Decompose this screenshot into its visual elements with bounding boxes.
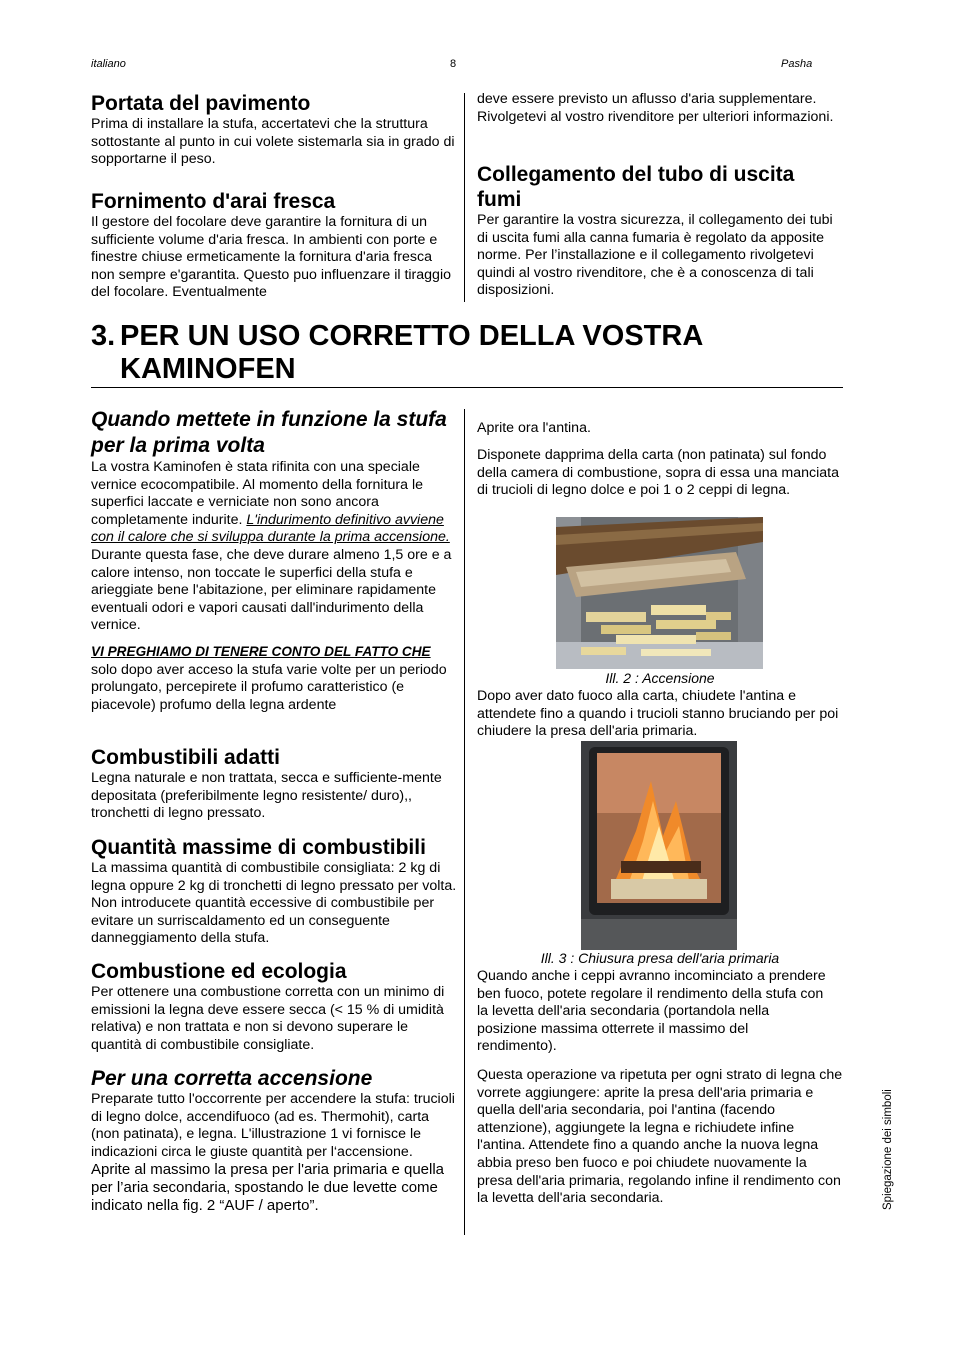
section-text: Il gestore del focolare deve garantire la fornitura di un sufficiente volume d'aria fresca. In ambienti con porte e finestre chiuse ermeticamente la fornitura d'aria fresca non sempre e'garantita. Questo puo influenzare il tiraggio del focolare. Eventualmente [91, 214, 451, 301]
section-collegamento [477, 162, 843, 300]
header-language: italiano [91, 58, 126, 70]
chapter-rule [91, 387, 843, 388]
section-prima-volta [91, 407, 457, 714]
caption-ill-2: Ill. 2 : Accensione [605, 670, 715, 686]
section-text: Preparate tutto l'occorrente per accendere la stufa: trucioli di legno dolce, accendifuoco (ad es. Thermohit), carta (non patinata), e legna. L'illustrazione 1 vi fornisce le indicazioni circa le giuste quantità per l‘accensione. [91, 1091, 455, 1160]
section-title: Combustibili adatti [91, 746, 280, 769]
section-quantita [91, 835, 457, 948]
section-fornimento [91, 189, 457, 302]
column-divider [464, 93, 465, 302]
chapter-title-line2: KAMINOFEN [120, 353, 296, 385]
section-title: Fornimento d'arai fresca [91, 190, 336, 213]
section-title: Quando mettete in funzione la stufa per la prima volta [91, 408, 447, 457]
section-text: Prima di installare la stufa, accertatevi che la struttura sottostante al punto in cui volete sistemarla sia in grado di sopportarne il peso. [91, 116, 455, 168]
section-text: La vostra Kaminofen è stata rifinita con una speciale vernice ecocompatibile. Al momento della fornitura le superfici laccate e verniciate non sono ancora completamente indurite. L'indurimento definitivo avviene con il calore che si sviluppa durante la prima accensione. Durante questa fase, che deve durare almeno 1,5 ore e a calore intenso, non toccate le superfici della stufa e arieggiate bene l'abitazione, per eliminare rapidamente eventuali odori e vapori causati dall'indurimento della vernice. [91, 459, 452, 634]
column-divider [464, 409, 465, 1235]
paragraph: Aprite ora l'antina. [477, 420, 591, 436]
paragraph: Quando anche i ceppi avranno incominciato a prendere ben fuoco, potete regolare il rendimento della stufa con la levetta dell'aria secondaria (portandola nella posizione massima otterrete il massimo del rendimento). [477, 968, 826, 1055]
section-portata [91, 91, 457, 169]
section-text: Legna naturale e non trattata, secca e sufficiente-mente depositata (preferibilmente legno resistente/ duro),, tronchetti di legno pressato. [91, 770, 442, 822]
notice-bold: VI PREGHIAMO DI TENERE CONTO DEL FATTO CHE [91, 643, 431, 659]
section-ecologia [91, 959, 457, 1054]
section-combustibili [91, 745, 457, 823]
paragraph: Disponete dapprima della carta (non patinata) sul fondo della camera di combustione, sopra di essa una manciata di trucioli di legno dolce e poi 1 o 2 ceppi di legna. [477, 447, 839, 499]
notice-text: VI PREGHIAMO DI TENERE CONTO DEL FATTO CHE solo dopo aver acceso la stufa varie volte per un periodo prolungato, percepirete il profumo caratteristico (e piacevole) profumo della legna ardente [91, 643, 447, 713]
paragraph: Dopo aver dato fuoco alla carta, chiudete l'antina e attendete fino a quando i trucioli stanno bruciando per poi chiudere la presa dell'aria primaria. [477, 688, 839, 740]
section-text: Per garantire la vostra sicurezza, il collegamento dei tubi di uscita fumi alla canna fumaria è regolato da apposite norme. Per l’installazione e il collegamento rivolgetevi quindi al vostro rivenditore, che è a conoscenza di tali disposizioni. [477, 212, 833, 299]
section-fornimento-continued [477, 91, 843, 126]
chapter-heading [91, 320, 843, 386]
illustration-fire [581, 741, 737, 950]
section-title: Combustione ed ecologia [91, 960, 347, 983]
chapter-number: 3. [91, 320, 116, 352]
section-text-2: Aprite al massimo la presa per l'aria primaria e quella per l’aria secondaria, spostando le due levette come indicato nella fig. 2 “AUF / aperto”. [91, 1161, 445, 1215]
section-text: La massima quantità di combustibile consigliata: 2 kg di legna oppure 2 kg di tronchetti di legno pressato per volta. Non introducete quantità eccessive di combustibile per evitare un surriscaldamento ed un conseguente danneggiamento della stufa. [91, 860, 457, 947]
side-label: Spiegazione dei simboli [882, 1089, 894, 1210]
section-text: deve essere previsto un aflusso d'aria supplementare. Rivolgetevi al vostro rivenditore per ulteriori informazioni. [477, 91, 834, 125]
paragraph: Questa operazione va ripetuta per ogni strato di legna che vorrete aggiungere: aprite la presa dell'aria primaria e quella dell'aria secondaria, poi l'antina (facendo attenzione), aggiungete la legna e richiudete infine l'antina. Attendete fino a quando anche la nuova legna abbia preso ben fuoco e poi chiudete nuovamente la presa dell'aria primaria, regolando infine il rendimento con la levetta dell'aria secondaria. [477, 1067, 843, 1207]
page-number: 8 [450, 58, 457, 70]
section-title: Collegamento del tubo di uscita fumi [477, 163, 795, 211]
section-title: Quantità massime di combustibili [91, 836, 426, 859]
section-title: Per una corretta accensione [91, 1067, 373, 1090]
illustration-wood-shavings [556, 517, 763, 669]
section-accensione [91, 1066, 457, 1215]
section-title: Portata del pavimento [91, 92, 311, 115]
chapter-title-line1: PER UN USO CORRETTO DELLA VOSTRA [120, 320, 704, 352]
section-text: Per ottenere una combustione corretta con un minimo di emissioni la legna deve essere secca (< 15 % di umidità relativa) e non trattata e non si devono superare le quantità di combustibile consigliate. [91, 984, 445, 1053]
header-product: Pasha [781, 58, 813, 70]
caption-ill-3: Ill. 3 : Chiusura presa dell'aria primaria [540, 950, 780, 966]
